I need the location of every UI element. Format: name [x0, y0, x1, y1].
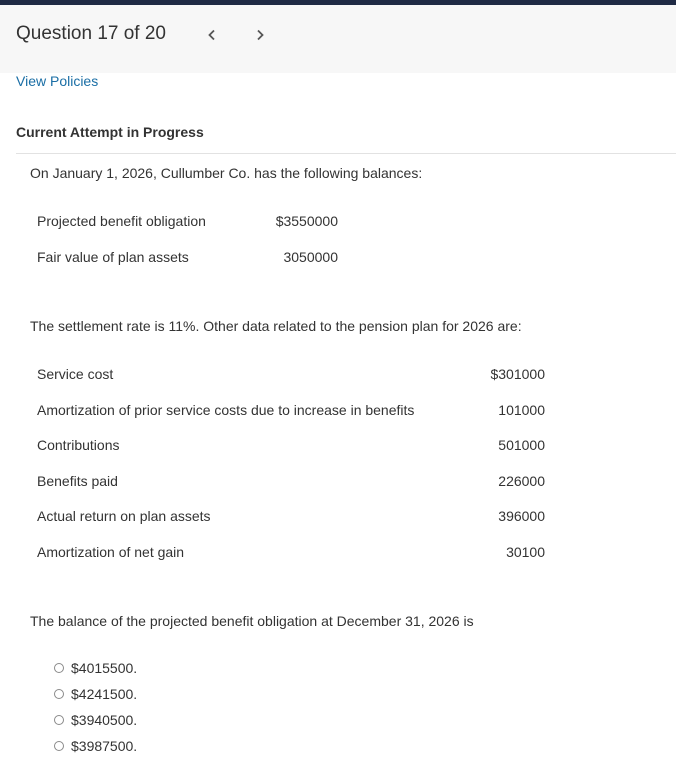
answer-option[interactable]: [54, 684, 137, 704]
data-row-label: Benefits paid: [37, 473, 118, 489]
data-row-label: Contributions: [37, 437, 120, 453]
data-row-label: Amortization of prior service costs due to increase in benefits: [37, 402, 415, 418]
answer-option[interactable]: [54, 658, 137, 678]
chevron-left-icon: [207, 29, 217, 41]
balance-value: 3050000: [283, 249, 338, 265]
divider: [16, 153, 676, 154]
balance-label: Fair value of plan assets: [37, 249, 189, 265]
data-row-value: 501000: [498, 437, 545, 453]
data-row-value: 30100: [506, 544, 545, 560]
previous-question-button[interactable]: [200, 23, 224, 47]
data-row-value: $301000: [490, 366, 545, 382]
balance-label: Projected benefit obligation: [37, 213, 206, 229]
answer-option-label: $4015500.: [71, 660, 138, 676]
data-row-value: 396000: [498, 508, 545, 524]
data-row-label: Amortization of net gain: [37, 544, 185, 560]
data-row-label: Actual return on plan assets: [37, 508, 211, 524]
radio-button[interactable]: [54, 663, 64, 673]
data-row-label: Service cost: [37, 366, 114, 382]
chevron-right-icon: [255, 29, 265, 41]
settlement-text: The settlement rate is 11%. Other data related to the pension plan for 2026 are:: [30, 318, 522, 334]
radio-button[interactable]: [54, 715, 64, 725]
question-prompt: The balance of the projected benefit obligation at December 31, 2026 is: [30, 613, 474, 629]
answer-option[interactable]: [54, 710, 137, 730]
radio-button[interactable]: [54, 689, 64, 699]
question-intro: On January 1, 2026, Cullumber Co. has the following balances:: [30, 165, 423, 181]
view-policies-link[interactable]: View Policies: [16, 73, 99, 89]
next-question-button[interactable]: [248, 23, 272, 47]
answer-option-label: $4241500.: [71, 686, 138, 702]
answer-option-label: $3940500.: [71, 712, 138, 728]
data-row-value: 226000: [498, 473, 545, 489]
answer-option[interactable]: [54, 736, 137, 756]
balance-value: $3550000: [275, 213, 338, 229]
data-row-value: 101000: [498, 402, 545, 418]
question-counter: Question 17 of 20: [16, 23, 166, 44]
attempt-status: Current Attempt in Progress: [16, 124, 204, 140]
answer-option-label: $3987500.: [71, 738, 138, 754]
radio-button[interactable]: [54, 741, 64, 751]
